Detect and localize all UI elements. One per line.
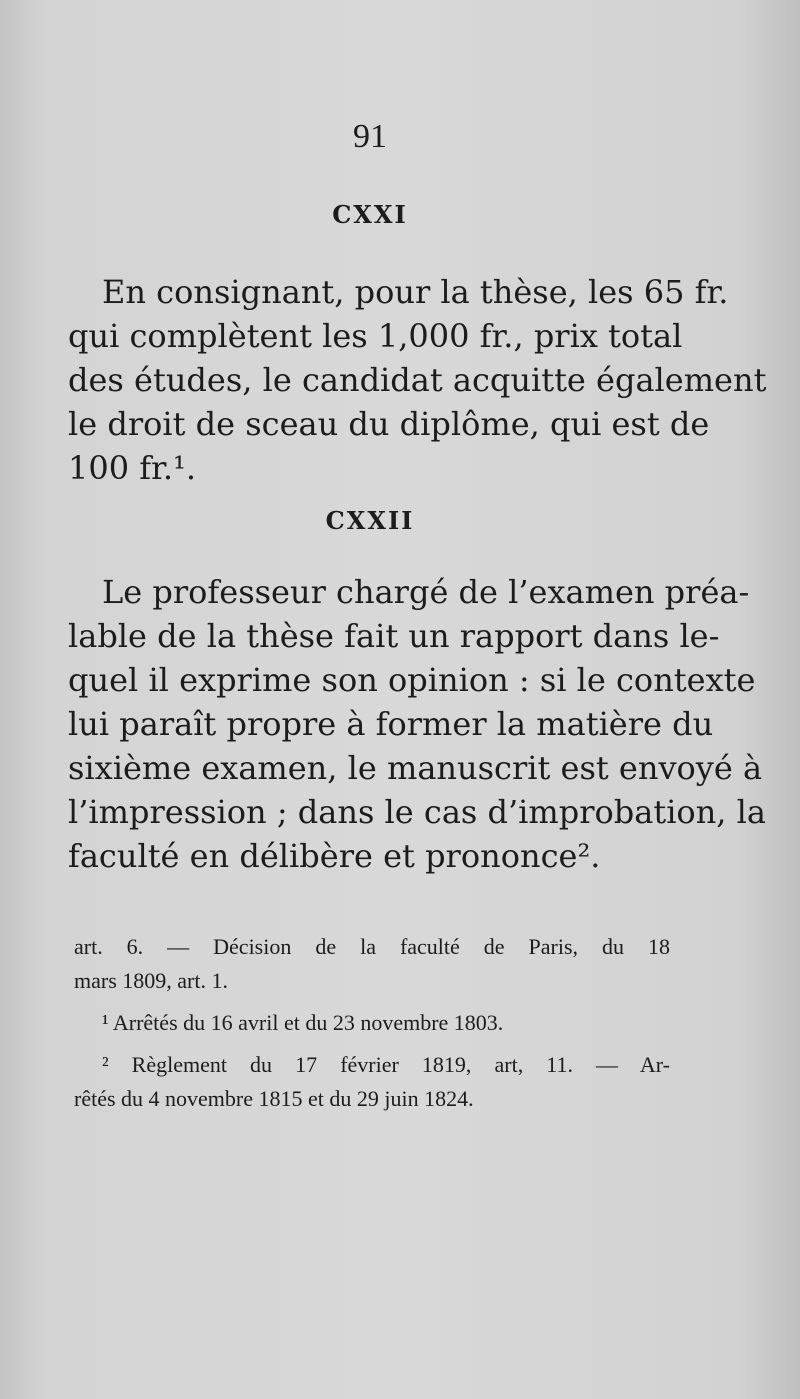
paragraph-line: 100 fr.¹. — [68, 449, 197, 487]
paragraph-line: lui paraît propre à former la matière du — [68, 705, 714, 743]
page-number: 91 — [353, 118, 387, 155]
footnote-1: ¹ Arrêtés du 16 avril et du 23 novembre 1803. — [102, 1010, 504, 1035]
paragraph-line: des études, le candidat acquitte également — [68, 361, 767, 399]
footnote-2-line: ² Règlement du 17 février 1819, art, 11. — Ar- — [102, 1052, 670, 1077]
footnote-continued-line: mars 1809, art. 1. — [74, 968, 228, 993]
paragraph-line: qui complètent les 1,000 fr., prix total — [68, 317, 683, 355]
paragraph-line: En consignant, pour la thèse, les 65 fr. — [102, 273, 729, 311]
paragraph-line: sixième examen, le manuscrit est envoyé à — [68, 749, 763, 787]
paragraph-cxxi — [68, 270, 767, 490]
paragraph-line: quel il exprime son opinion : si le contexte — [68, 661, 756, 699]
footnote-continued-line: art. 6. — Décision de la faculté de Paris, du 18 — [74, 934, 670, 959]
paragraph-line: Le professeur chargé de l’examen préa- — [102, 573, 750, 611]
section-heading-cxxii: CXXII — [325, 506, 415, 535]
paragraph-line: lable de la thèse fait un rapport dans le- — [68, 617, 720, 655]
paragraph-line: le droit de sceau du diplôme, qui est de — [68, 405, 710, 443]
paragraph-cxxii — [68, 570, 766, 878]
paragraph-line: faculté en délibère et prononce². — [68, 837, 601, 875]
footnote-2-line: rêtés du 4 novembre 1815 et du 29 juin 1824. — [74, 1086, 474, 1111]
paragraph-line: l’impression ; dans le cas d’improbation, la — [68, 793, 766, 831]
footnotes — [74, 930, 670, 1116]
section-heading-cxxi: CXXI — [332, 200, 408, 229]
